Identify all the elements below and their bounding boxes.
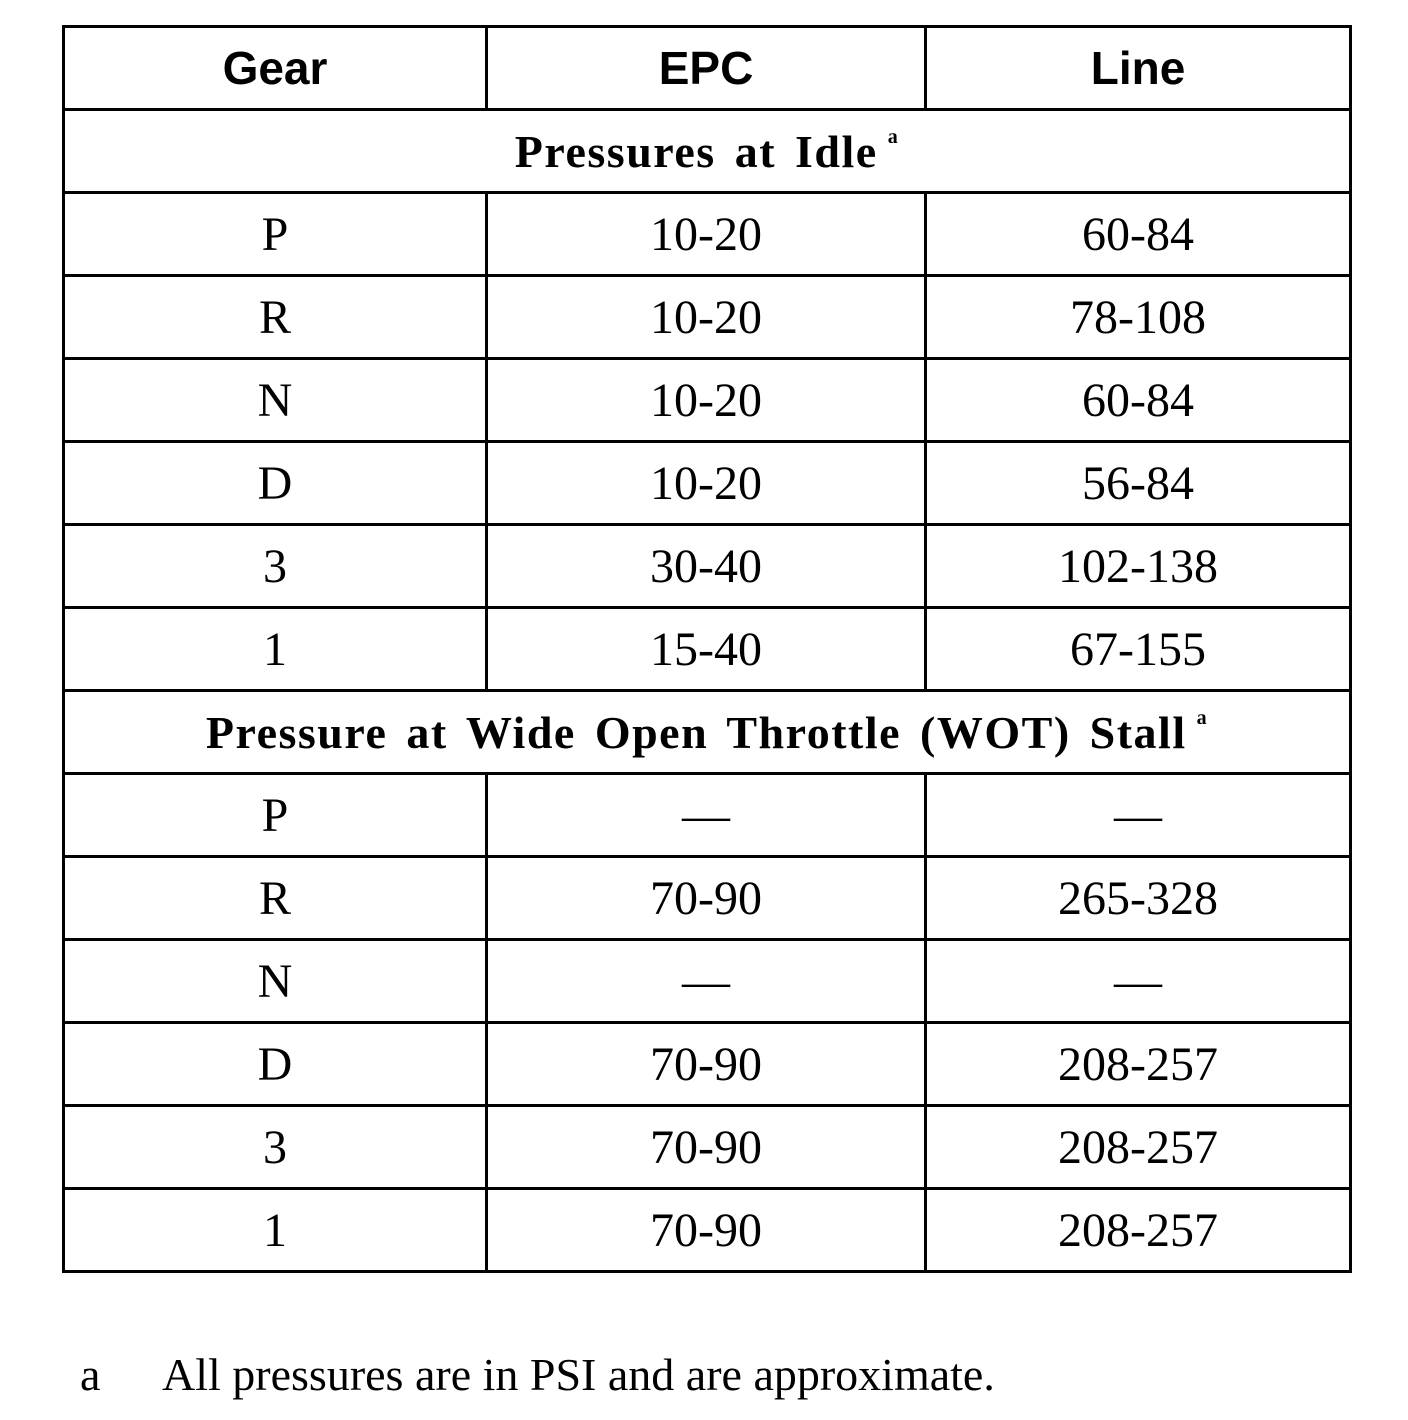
epc-cell: 70-90 <box>487 1023 926 1106</box>
gear-cell: P <box>64 193 487 276</box>
table-row <box>64 1023 1351 1106</box>
table-row <box>64 276 1351 359</box>
line-cell: 208-257 <box>926 1189 1351 1272</box>
epc-cell: 30-40 <box>487 525 926 608</box>
section-title-wot-stall-text: Pressure at Wide Open Throttle (WOT) Stall <box>205 706 1187 758</box>
footnote-mark: a <box>80 1349 101 1400</box>
table-row <box>64 857 1351 940</box>
line-cell: 102-138 <box>926 525 1351 608</box>
table-row <box>64 193 1351 276</box>
gear-cell: N <box>64 359 487 442</box>
epc-cell: 10-20 <box>487 276 926 359</box>
gear-cell: 1 <box>64 1189 487 1272</box>
footnote <box>80 1348 995 1401</box>
epc-cell: 10-20 <box>487 442 926 525</box>
gear-cell: N <box>64 940 487 1023</box>
epc-cell: — <box>487 940 926 1023</box>
line-cell: 67-155 <box>926 608 1351 691</box>
header-row <box>64 27 1351 110</box>
epc-cell: 10-20 <box>487 193 926 276</box>
gear-cell: 3 <box>64 525 487 608</box>
footnote-mark-wot-stall: a <box>1196 706 1209 729</box>
gear-cell: D <box>64 1023 487 1106</box>
epc-cell: 15-40 <box>487 608 926 691</box>
gear-cell: 3 <box>64 1106 487 1189</box>
line-cell: 56-84 <box>926 442 1351 525</box>
line-cell: 60-84 <box>926 193 1351 276</box>
line-cell: 208-257 <box>926 1023 1351 1106</box>
table-row <box>64 442 1351 525</box>
header-line: Line <box>926 27 1351 110</box>
section-title-idle <box>64 110 1351 193</box>
table-row <box>64 608 1351 691</box>
gear-cell: D <box>64 442 487 525</box>
footnote-text: All pressures are in PSI and are approximate. <box>162 1349 995 1400</box>
table-row <box>64 774 1351 857</box>
line-cell: — <box>926 940 1351 1023</box>
gear-cell: P <box>64 774 487 857</box>
epc-cell: 70-90 <box>487 1189 926 1272</box>
table-row <box>64 1189 1351 1272</box>
gear-cell: R <box>64 857 487 940</box>
table-row <box>64 525 1351 608</box>
footnote-mark-idle: a <box>887 125 900 148</box>
line-cell: 208-257 <box>926 1106 1351 1189</box>
pressure-table <box>62 25 1352 1273</box>
line-cell: — <box>926 774 1351 857</box>
table-row <box>64 940 1351 1023</box>
epc-cell: 70-90 <box>487 1106 926 1189</box>
table-row <box>64 359 1351 442</box>
section-row-wot-stall <box>64 691 1351 774</box>
gear-cell: 1 <box>64 608 487 691</box>
epc-cell: 10-20 <box>487 359 926 442</box>
header-gear: Gear <box>64 27 487 110</box>
line-cell: 265-328 <box>926 857 1351 940</box>
epc-cell: 70-90 <box>487 857 926 940</box>
epc-cell: — <box>487 774 926 857</box>
table-row <box>64 1106 1351 1189</box>
line-cell: 78-108 <box>926 276 1351 359</box>
line-cell: 60-84 <box>926 359 1351 442</box>
section-title-wot-stall <box>64 691 1351 774</box>
gear-cell: R <box>64 276 487 359</box>
section-title-idle-text: Pressures at Idle <box>514 125 878 177</box>
header-epc: EPC <box>487 27 926 110</box>
section-row-idle <box>64 110 1351 193</box>
